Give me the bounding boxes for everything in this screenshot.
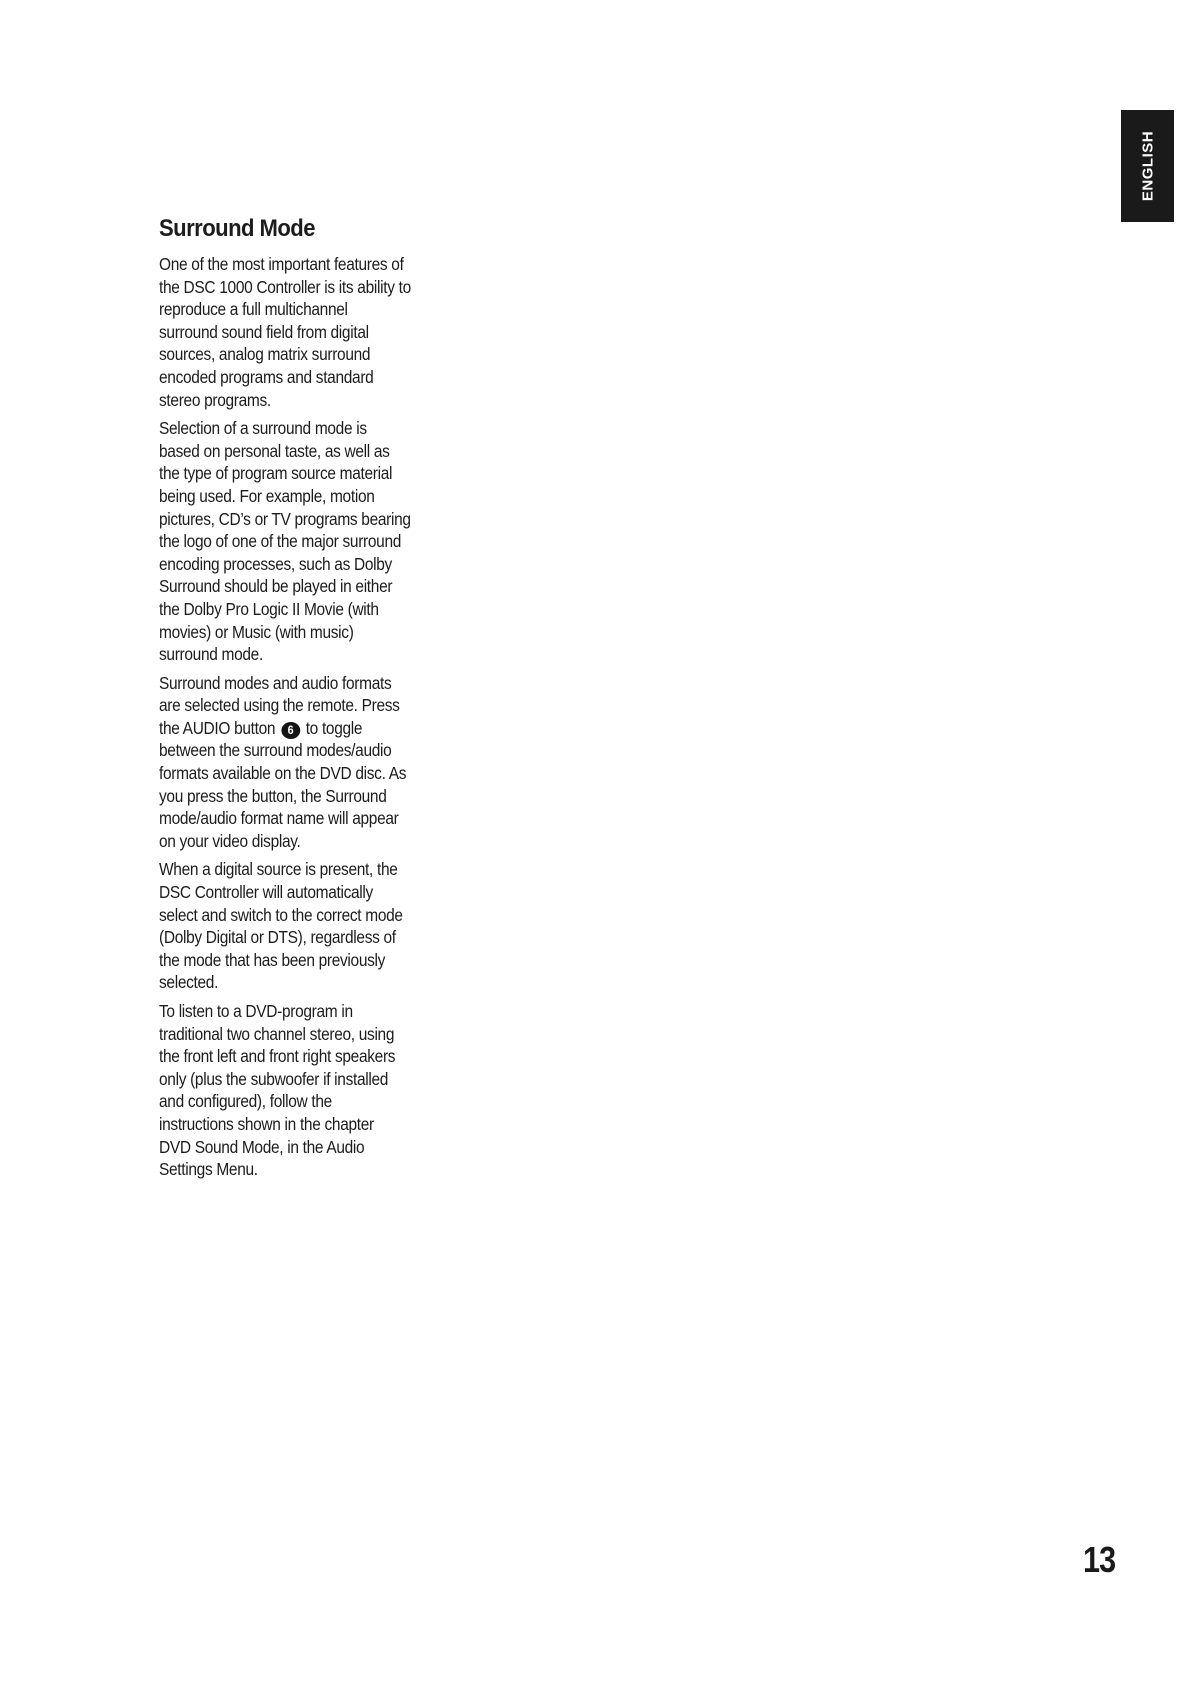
text-line: you press the button, the Surround [159, 785, 387, 806]
section-heading: Surround Mode [159, 215, 315, 242]
text-line: the Dolby Pro Logic II Movie (with [159, 598, 379, 619]
text-line: When a digital source is present, the [159, 859, 398, 880]
text-line: stereo programs. [159, 389, 271, 410]
paragraph-intro [159, 253, 456, 411]
text-line: are selected using the remote. Press [159, 695, 400, 716]
text-line: traditional two channel stereo, using [159, 1023, 395, 1044]
text-line: and configured), follow the [159, 1091, 332, 1112]
language-tab-label: ENGLISH [1139, 130, 1156, 202]
text-line: only (plus the subwoofer if installed [159, 1068, 389, 1089]
text-line: (Dolby Digital or DTS), regardless of [159, 927, 396, 948]
page-number: 13 [1083, 1539, 1116, 1580]
text-line: Surround should be played in either [159, 576, 393, 597]
text-line: reproduce a full multichannel [159, 299, 348, 320]
text-line: selected. [159, 972, 219, 993]
text-line: on your video display. [159, 830, 301, 851]
text-line: mode/audio format name will appear [159, 808, 399, 829]
text-line: surround sound field from digital [159, 321, 369, 342]
surround-mode-section [159, 214, 459, 1187]
text-line: between the surround modes/audio [159, 740, 392, 761]
text-line: sources, analog matrix surround [159, 344, 371, 365]
text-line: encoded programs and standard [159, 366, 374, 387]
text-line: select and switch to the correct mode [159, 904, 403, 925]
language-tab [1121, 110, 1174, 222]
text-line: pictures, CD’s or TV programs bearing [159, 508, 411, 529]
text-line-with-badge [159, 717, 456, 740]
text-line: the mode that has been previously [159, 949, 386, 970]
audio-button-text: the AUDIO button [159, 717, 276, 738]
text-line: instructions shown in the chapter [159, 1113, 374, 1134]
paragraph-digital-source [159, 858, 456, 994]
text-line: the type of program source material [159, 463, 393, 484]
text-line: Surround modes and audio formats [159, 672, 392, 693]
text-line: DVD Sound Mode, in the Audio [159, 1136, 365, 1157]
toggle-text: to toggle [305, 717, 363, 738]
paragraph-remote [159, 672, 456, 853]
text-line: To listen to a DVD-program in [159, 1001, 353, 1021]
text-line: One of the most important features of [159, 254, 404, 274]
text-line: formats available on the DVD disc. As [159, 763, 407, 784]
text-line: surround mode. [159, 644, 263, 665]
text-line: the logo of one of the major surround [159, 531, 402, 552]
text-line: being used. For example, motion [159, 485, 375, 506]
text-line: encoding processes, such as Dolby [159, 553, 392, 574]
text-line: Settings Menu. [159, 1159, 258, 1180]
audio-button-number-icon: 6 [281, 722, 300, 739]
paragraph-selection [159, 417, 456, 666]
text-line: the front left and front right speakers [159, 1046, 396, 1067]
text-line: the DSC 1000 Controller is its ability to [159, 276, 411, 297]
text-line: movies) or Music (with music) [159, 621, 354, 642]
text-line: DSC Controller will automatically [159, 882, 373, 903]
text-line: Selection of a surround mode is [159, 418, 367, 439]
paragraph-stereo [159, 1000, 456, 1181]
text-line: based on personal taste, as well as [159, 440, 390, 461]
